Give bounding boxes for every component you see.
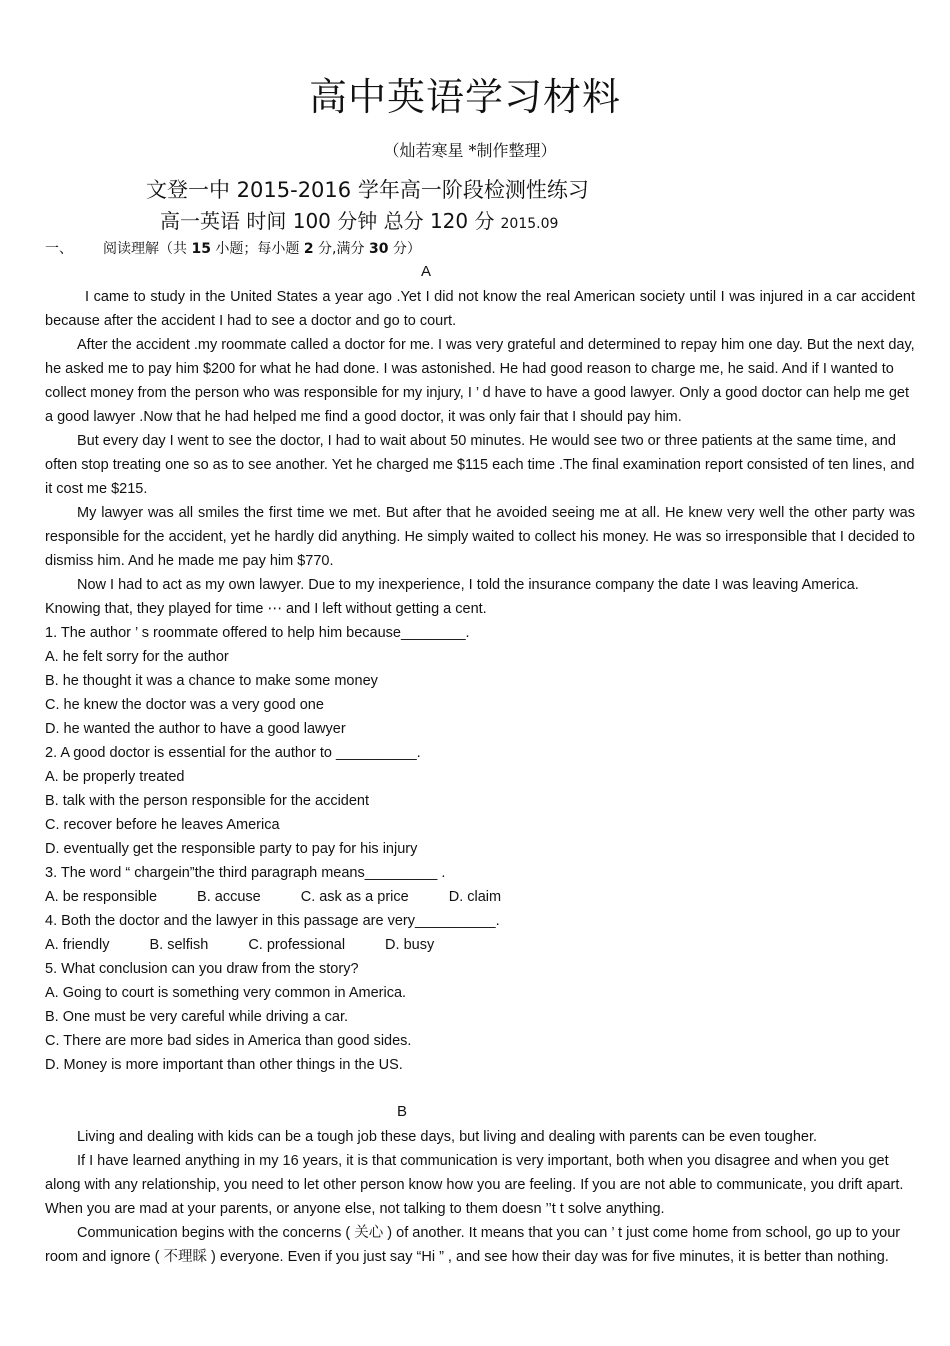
- section-total: 30: [368, 241, 389, 257]
- answer-options-row: [45, 885, 915, 909]
- passage-b: [45, 1125, 915, 1269]
- section-number: 一、: [45, 241, 73, 257]
- answer-option: D. eventually get the responsible party to pay for his injury: [45, 841, 418, 857]
- exam-date: 2015.09: [500, 216, 559, 232]
- passage-paragraph: Living and dealing with kids can be a tough job these days, but living and dealing with parents can be even tougher.: [77, 1129, 818, 1145]
- answer-option: A. be responsible: [45, 889, 158, 905]
- question-stem: 4. Both the doctor and the lawyer in this passage are very__________.: [45, 913, 500, 929]
- answer-option: B. selfish: [149, 937, 209, 953]
- passage-paragraph: If I have learned anything in my 16 years, it is that communication is very important, both when you disagree and when you get along with any relationship, you need to let other person know how you are feeling. If you are not able to communicate, you drift apart. When you are mad at your parents, or anyone else, not talking to them doesn ’’t t solve anything.: [45, 1153, 904, 1217]
- question-stem: 3. The word “ chargein”the third paragraph means_________ .: [45, 865, 446, 881]
- passage-b-label: B: [397, 1103, 408, 1120]
- answer-option: A. be properly treated: [45, 769, 185, 785]
- answer-option: A. Going to court is something very common in America.: [45, 985, 407, 1001]
- passage-a: [45, 285, 915, 1077]
- answer-option: C. ask as a price: [300, 889, 409, 905]
- credit-line: （灿若寒星 *制作整理）: [383, 141, 557, 160]
- answer-option: B. accuse: [197, 889, 261, 905]
- answer-option: D. Money is more important than other things in the US.: [45, 1057, 403, 1073]
- answer-option: D. claim: [448, 889, 502, 905]
- question-stem: 5. What conclusion can you draw from the story?: [45, 961, 359, 977]
- exam-info-line: [160, 205, 558, 234]
- section-text-d: 分）: [388, 241, 421, 257]
- school-line: 文登一中 2015-2016 学年高一阶段检测性练习: [146, 178, 589, 202]
- question-stem: 1. The author ’ s roommate offered to help him because________.: [45, 625, 470, 641]
- answer-option: C. he knew the doctor was a very good one: [45, 697, 324, 713]
- answer-option: D. busy: [385, 937, 435, 953]
- answer-option: A. friendly: [45, 937, 110, 953]
- passage-paragraph: After the accident .my roommate called a doctor for me. I was very grateful and determined to repay him one day. But the next day, he asked me to pay him $200 for what he had done. I was astonished. He had good reason to charge me, he said. And if I wanted to collect money from the person who was responsible for my injury, I ’ d have to have a good lawyer. Only a good doctor can help me get a good lawyer .Now that he had helped me find a good doctor, it was only fair that I should pay him.: [45, 337, 915, 425]
- passage-paragraph: I came to study in the United States a year ago .Yet I did not know the real American society until I was injured in a car accident because after the accident I had to see a doctor and go to court.: [45, 289, 915, 329]
- answer-option: B. he thought it was a chance to make some money: [45, 673, 378, 689]
- passage-paragraph: Communication begins with the concerns ( 关心 ) of another. It means that you can ’ t just come home from school, go up to your room and ignore ( 不理睬 ) everyone. Even if you just say “Hi ” , and see how their day was for five minutes, it is better than nothing.: [45, 1225, 901, 1265]
- passage-paragraph: Now I had to act as my own lawyer. Due to my inexperience, I told the insurance company the date I was leaving America. Knowing that, they played for time ⋯ and I left without getting a cent.: [45, 577, 859, 617]
- section-text-a: 阅读理解（共: [103, 241, 192, 257]
- answer-option: B. talk with the person responsible for the accident: [45, 793, 370, 809]
- answer-options-row: [45, 933, 915, 957]
- answer-option: C. recover before he leaves America: [45, 817, 280, 833]
- document-title: 高中英语学习材料: [308, 75, 621, 119]
- section-heading: [45, 238, 421, 258]
- section-points: 2: [303, 241, 314, 257]
- section-text-c: 分,满分: [313, 241, 369, 257]
- passage-a-label: A: [421, 263, 432, 280]
- answer-option: C. professional: [248, 937, 346, 953]
- exam-info: 高一英语 时间 100 分钟 总分 120 分: [160, 209, 495, 233]
- section-text-b: 小题；每小题: [210, 241, 304, 257]
- passage-paragraph: My lawyer was all smiles the first time we met. But after that he avoided seeing me at all. He knew very well the other party was responsible for the accident, yet he hardly did anything. He simply waited to collect his money. He was so irresponsible that I decided to dismiss him. And he made me pay him $770.: [45, 505, 915, 569]
- section-count: 15: [191, 241, 211, 257]
- answer-option: D. he wanted the author to have a good lawyer: [45, 721, 346, 737]
- question-stem: 2. A good doctor is essential for the author to __________.: [45, 745, 421, 761]
- answer-option: A. he felt sorry for the author: [45, 649, 229, 665]
- passage-paragraph: But every day I went to see the doctor, I had to wait about 50 minutes. He would see two or three patients at the same time, and often stop treating one so as to see another. Yet he charged me $115 each time .The final examination report consisted of ten lines, and it cost me $215.: [45, 433, 915, 497]
- answer-option: C. There are more bad sides in America than good sides.: [45, 1033, 412, 1049]
- answer-option: B. One must be very careful while driving a car.: [45, 1009, 349, 1025]
